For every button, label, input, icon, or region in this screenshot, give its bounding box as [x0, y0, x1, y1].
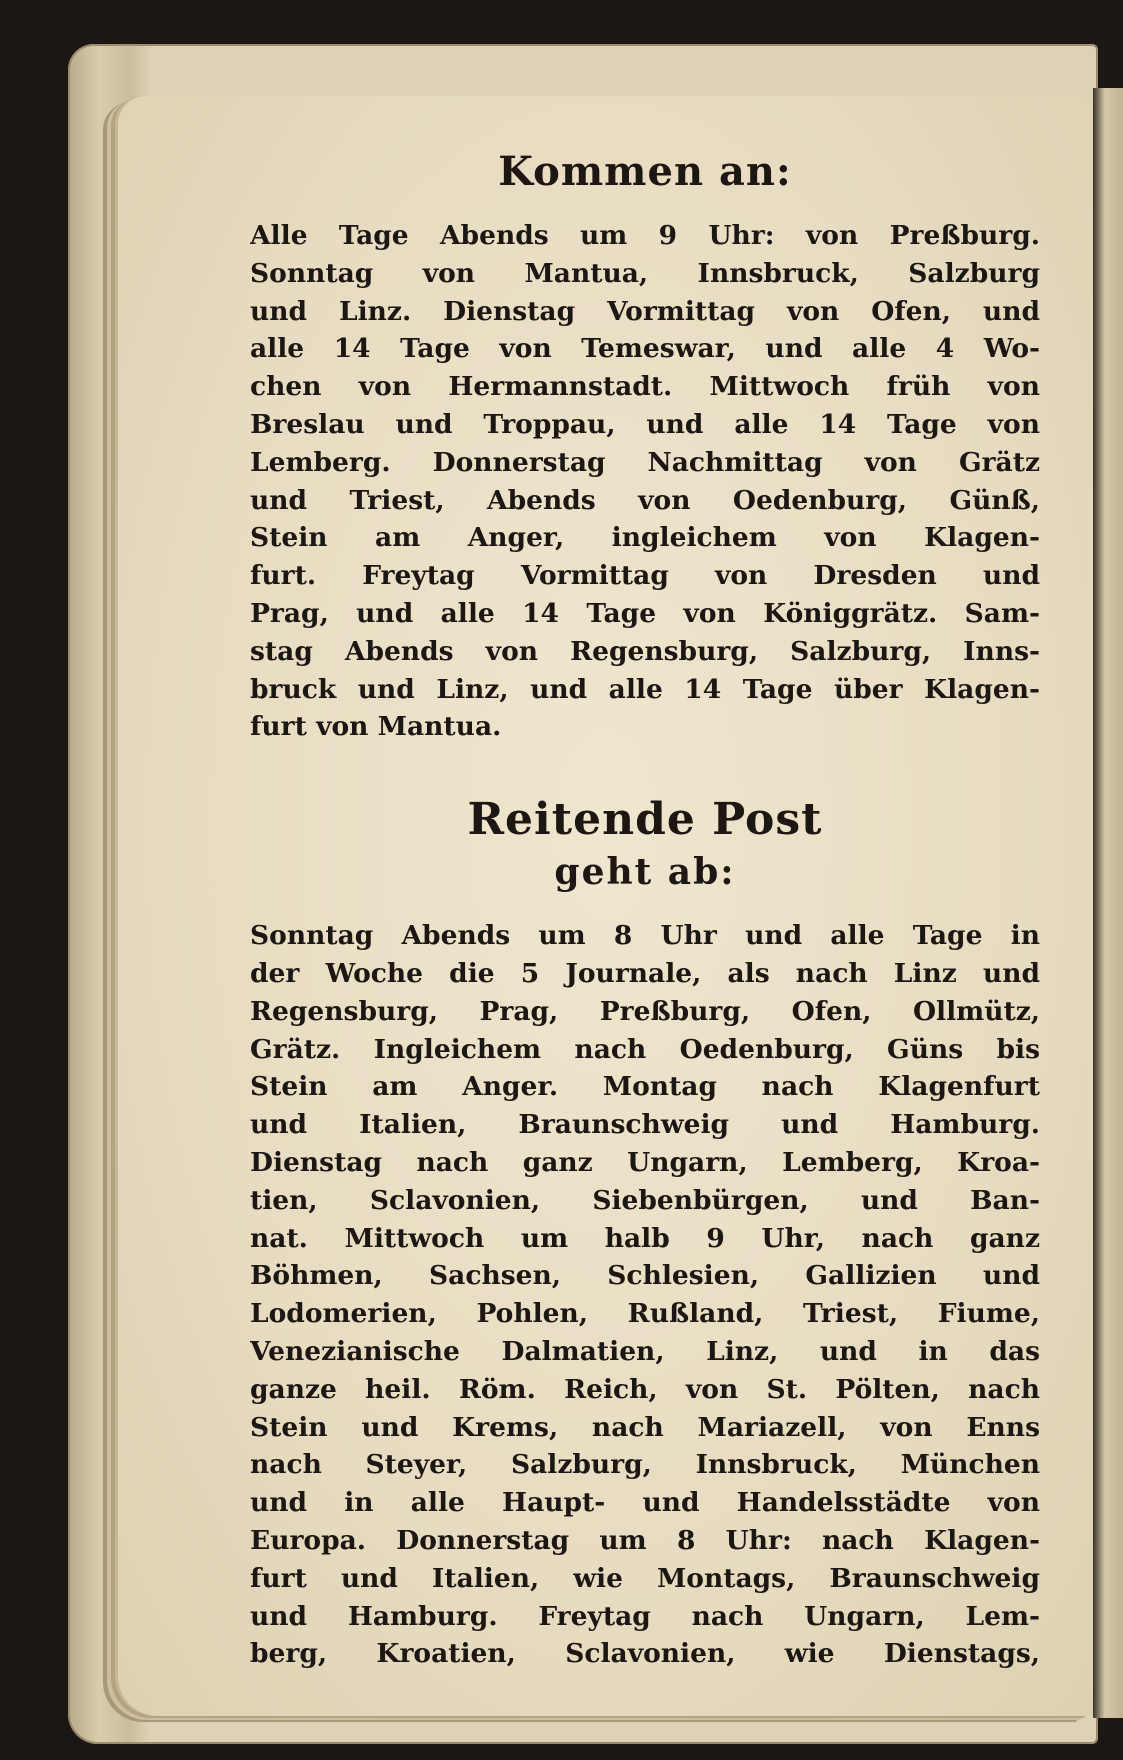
text-line: der Woche die 5 Journale, als nach Linz und — [250, 957, 1040, 989]
text-line: Sonntag Abends um 8 Uhr und alle Tage in — [250, 920, 1040, 952]
heading-arrivals: Kommen an: — [498, 148, 792, 195]
text-line: bruck und Linz, und alle 14 Tage über Klagen- — [250, 673, 1040, 705]
text-line: Europa. Donnerstag um 8 Uhr: nach Klagen- — [250, 1524, 1040, 1556]
departures-paragraph — [250, 917, 1040, 1673]
text-line: nat. Mittwoch um halb 9 Uhr, nach ganz — [250, 1222, 1040, 1254]
text-line: furt von Mantua. — [250, 711, 502, 743]
text-line: berg, Kroatien, Sclavonien, wie Dienstags, — [250, 1638, 1040, 1670]
text-line: Stein am Anger, ingleichem von Klagen- — [250, 522, 1040, 554]
text-line: ganze heil. Röm. Reich, von St. Pölten, nach — [250, 1373, 1040, 1405]
text-line: Stein am Anger. Montag nach Klagenfurt — [250, 1071, 1040, 1103]
text-line: furt und Italien, wie Montags, Braunschweig — [250, 1562, 1040, 1594]
text-line: Lemberg. Donnerstag Nachmittag von Grätz — [250, 446, 1040, 478]
text-line: Breslau und Troppau, und alle 14 Tage von — [250, 408, 1040, 440]
text-line: und Hamburg. Freytag nach Ungarn, Lem- — [250, 1600, 1040, 1632]
text-line: Prag, und alle 14 Tage von Königgrätz. Sam- — [250, 597, 1040, 629]
text-line: nach Steyer, Salzburg, Innsbruck, München — [250, 1449, 1040, 1481]
text-line: und Triest, Abends von Oedenburg, Günß, — [250, 484, 1040, 516]
text-line: stag Abends von Regensburg, Salzburg, Inns- — [250, 635, 1040, 667]
arrivals-paragraph — [250, 217, 1040, 746]
text-line: alle 14 Tage von Temeswar, und alle 4 Wo- — [250, 333, 1040, 365]
text-line: Venezianische Dalmatien, Linz, und in das — [250, 1335, 1040, 1367]
text-line: Grätz. Ingleichem nach Oedenburg, Güns bis — [250, 1033, 1040, 1065]
text-line: Sonntag von Mantua, Innsbruck, Salzburg — [250, 257, 1040, 289]
text-line: Dienstag nach ganz Ungarn, Lemberg, Kroa- — [250, 1146, 1040, 1178]
text-line: Alle Tage Abends um 9 Uhr: von Preßburg. — [250, 220, 1040, 251]
text-line: Regensburg, Prag, Preßburg, Ofen, Ollmütz, — [250, 995, 1040, 1027]
text-line: Stein und Krems, nach Mariazell, von Enns — [250, 1411, 1040, 1443]
subheading-departs: geht ab: — [554, 851, 736, 894]
text-line: Böhmen, Sachsen, Schlesien, Gallizien und — [250, 1260, 1040, 1292]
text-line: und Italien, Braunschweig und Hamburg. — [250, 1109, 1040, 1141]
facing-page-edge — [1093, 88, 1123, 1718]
text-line: Lodomerien, Pohlen, Rußland, Triest, Fiume, — [250, 1298, 1040, 1330]
text-line: chen von Hermannstadt. Mittwoch früh von — [250, 371, 1040, 403]
text-line: furt. Freytag Vormittag von Dresden und — [250, 560, 1040, 592]
heading-riding-post: Reitende Post — [467, 794, 823, 846]
text-line: und in alle Haupt- und Handelsstädte von — [250, 1487, 1040, 1519]
page-text — [250, 148, 1040, 1673]
text-line: tien, Sclavonien, Siebenbürgen, und Ban- — [250, 1184, 1040, 1216]
text-line: und Linz. Dienstag Vormittag von Ofen, und — [250, 295, 1040, 327]
